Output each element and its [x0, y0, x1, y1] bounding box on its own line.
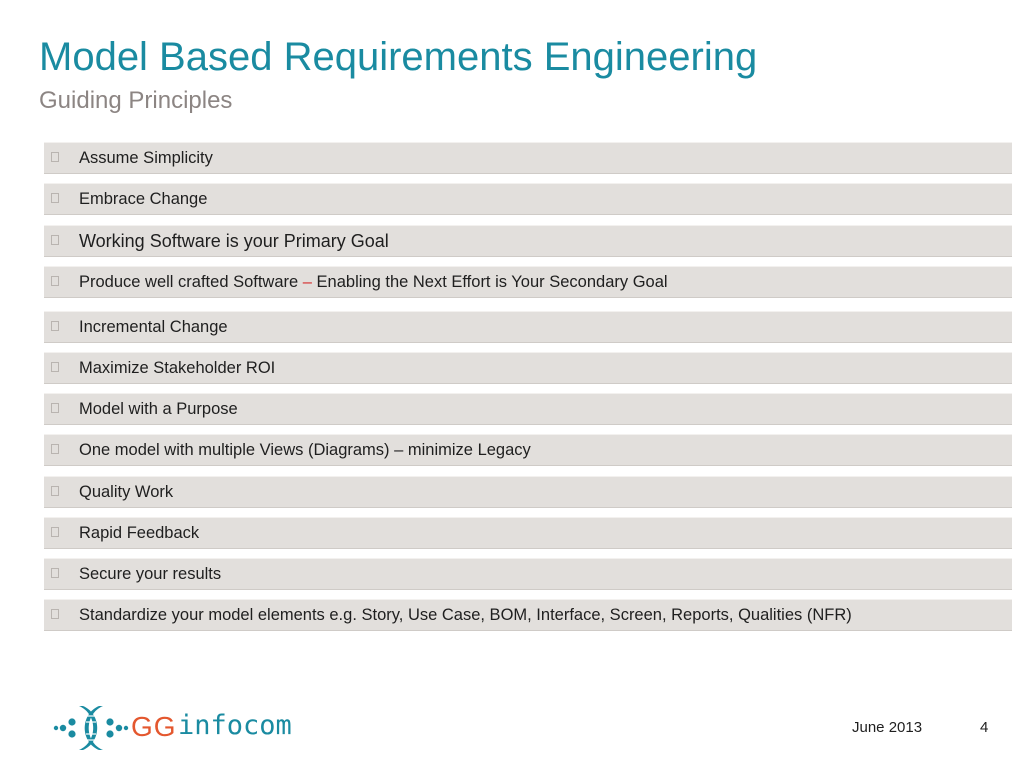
company-logo: [52, 700, 322, 756]
principle-row: [44, 183, 1012, 215]
principle-row: [44, 476, 1012, 508]
principle-text: Embrace Change: [79, 190, 208, 208]
bullet-icon: [51, 321, 59, 331]
bullet-icon: [51, 362, 59, 372]
principle-text: Maximize Stakeholder ROI: [79, 359, 276, 377]
page-number: 4: [980, 719, 989, 736]
logo-text-infocom: infocom: [178, 710, 292, 741]
bullet-icon: [51, 609, 59, 619]
principle-row: [44, 517, 1012, 549]
principle-text: Assume Simplicity: [79, 149, 213, 167]
principle-text: Rapid Feedback: [79, 524, 200, 542]
red-dash: –: [302, 273, 312, 291]
principle-text: Standardize your model elements e.g. Story, Use Case, BOM, Interface, Screen, Reports, Qualities (NFR): [79, 606, 852, 624]
principle-row: [44, 266, 1012, 298]
principle-row: [44, 142, 1012, 174]
bullet-icon: [51, 403, 59, 413]
principle-row: [44, 393, 1012, 425]
bullet-icon: [51, 444, 59, 454]
bullet-icon: [51, 568, 59, 578]
principle-text: [79, 267, 668, 297]
bullet-icon: [51, 152, 59, 162]
principle-text: Model with a Purpose: [79, 400, 238, 418]
footer-date: June 2013: [852, 719, 923, 736]
bullet-icon: [51, 486, 59, 496]
principle-row: [44, 311, 1012, 343]
slide-title: Model Based Requirements Engineering: [39, 35, 758, 79]
principle-text: Incremental Change: [79, 318, 228, 336]
principle-text: One model with multiple Views (Diagrams) – minimize Legacy: [79, 441, 531, 459]
principle-text: Secure your results: [79, 565, 222, 583]
principle-text: Quality Work: [79, 483, 174, 501]
principle-text-part1: Produce well crafted Software: [79, 273, 303, 291]
slide-subtitle: Guiding Principles: [39, 87, 233, 114]
dna-emblem-icon: [52, 700, 130, 756]
bullet-icon: [51, 193, 59, 203]
principle-row: [44, 225, 1012, 257]
principle-text-part2: Enabling the Next Effort is Your Secondary Goal: [311, 273, 668, 291]
bullet-icon: [51, 527, 59, 537]
principle-row: [44, 434, 1012, 466]
logo-text-gg: GG: [131, 711, 177, 742]
principle-row: [44, 599, 1012, 631]
principle-row: [44, 558, 1012, 590]
bullet-icon: [51, 276, 59, 286]
principle-row: [44, 352, 1012, 384]
principle-text: Working Software is your Primary Goal: [79, 231, 389, 251]
bullet-icon: [51, 235, 59, 245]
